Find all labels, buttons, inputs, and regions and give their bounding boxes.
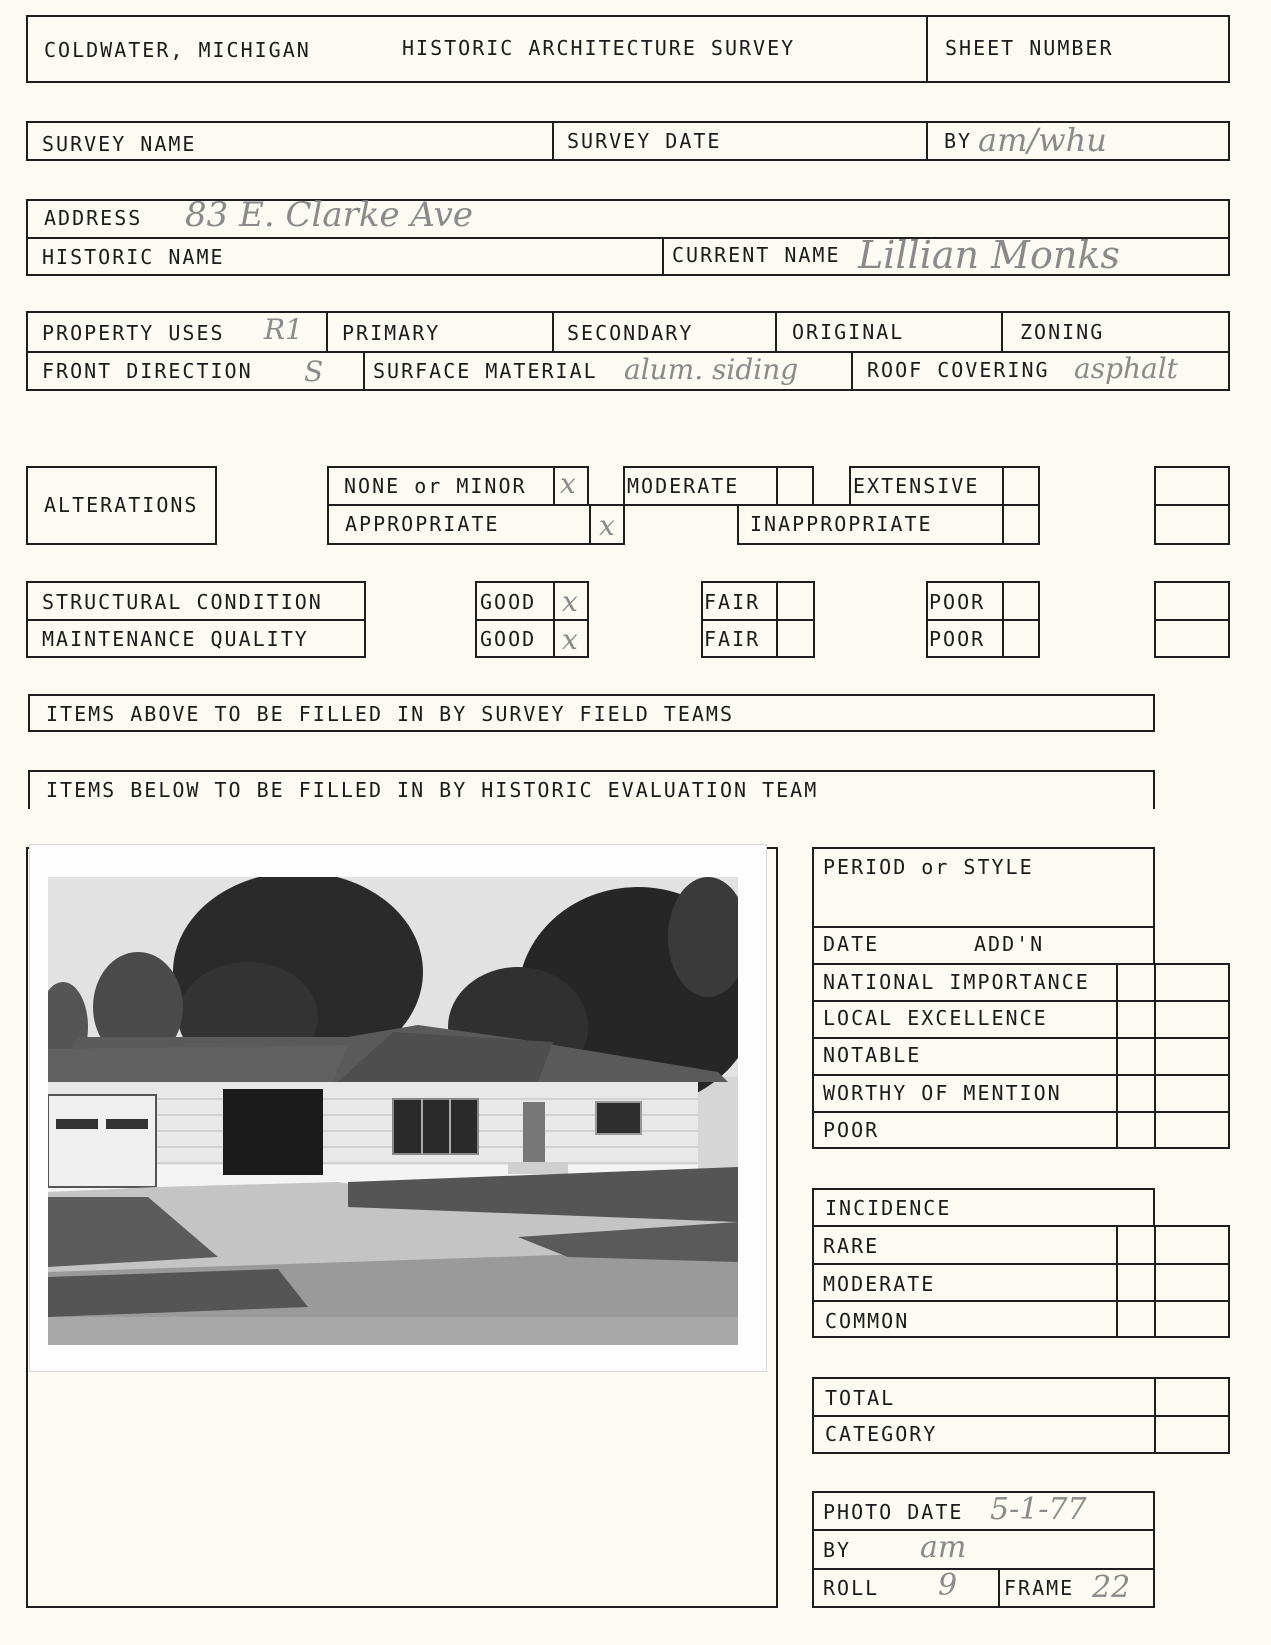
- photo-by-label: BY: [823, 1538, 852, 1562]
- survey-title: HISTORIC ARCHITECTURE SURVEY: [402, 36, 796, 60]
- structural-fair-label: FAIR: [704, 590, 761, 614]
- extensive-label: EXTENSIVE: [853, 474, 980, 498]
- house-photo-image: [48, 877, 738, 1345]
- moderate-incidence-label: MODERATE: [823, 1272, 936, 1296]
- property-uses-label: PROPERTY USES: [42, 321, 225, 345]
- secondary-label: SECONDARY: [567, 321, 694, 345]
- primary-label: PRIMARY: [342, 321, 441, 345]
- appropriate-mark: x: [599, 509, 615, 542]
- structural-good-label: GOOD: [480, 590, 537, 614]
- structural-condition-label: STRUCTURAL CONDITION: [42, 590, 323, 614]
- poor-rating-label: POOR: [823, 1118, 880, 1142]
- front-direction-label: FRONT DIRECTION: [42, 359, 253, 383]
- original-label: ORIGINAL: [792, 320, 905, 344]
- sheet-number-label: SHEET NUMBER: [945, 36, 1114, 60]
- frame-label: FRAME: [1004, 1576, 1075, 1600]
- field-teams-note: ITEMS ABOVE TO BE FILLED IN BY SURVEY FIELD TEAMS: [46, 702, 735, 726]
- rare-label: RARE: [823, 1234, 880, 1258]
- surveyor-value: am/whu: [978, 121, 1107, 159]
- maintenance-good-label: GOOD: [480, 627, 537, 651]
- photo-date-value: 5-1-77: [990, 1492, 1087, 1527]
- worthy-of-mention-label: WORTHY OF MENTION: [823, 1081, 1062, 1105]
- current-name-value: Lillian Monks: [858, 233, 1120, 277]
- surface-material-label: SURFACE MATERIAL: [373, 359, 598, 383]
- alterations-label: ALTERATIONS: [44, 493, 199, 517]
- incidence-label: INCIDENCE: [825, 1196, 952, 1220]
- zoning-label: ZONING: [1020, 320, 1105, 344]
- appropriate-label: APPROPRIATE: [345, 512, 500, 536]
- structural-good-mark: x: [562, 585, 578, 618]
- surveyor-label: BY: [944, 129, 973, 153]
- property-uses-value: R1: [264, 313, 303, 346]
- structural-poor-label: POOR: [929, 590, 986, 614]
- maintenance-good-mark: x: [562, 623, 578, 656]
- city-title: COLDWATER, MICHIGAN: [44, 38, 311, 62]
- maintenance-poor-label: POOR: [929, 627, 986, 651]
- address-label: ADDRESS: [44, 206, 143, 230]
- address-value: 83 E. Clarke Ave: [185, 195, 473, 235]
- moderate-label: MODERATE: [627, 474, 740, 498]
- period-style-label: PERIOD or STYLE: [823, 855, 1034, 879]
- photo-date-label: PHOTO DATE: [823, 1500, 964, 1524]
- current-name-label: CURRENT NAME: [672, 243, 841, 267]
- national-importance-label: NATIONAL IMPORTANCE: [823, 970, 1090, 994]
- frame-value: 22: [1092, 1570, 1131, 1605]
- evaluation-team-note: ITEMS BELOW TO BE FILLED IN BY HISTORIC EVALUATION TEAM: [46, 778, 819, 802]
- roof-covering-value: asphalt: [1074, 352, 1178, 385]
- total-label: TOTAL: [825, 1386, 896, 1410]
- maintenance-quality-label: MAINTENANCE QUALITY: [42, 627, 309, 651]
- inappropriate-label: INAPPROPRIATE: [750, 512, 933, 536]
- survey-name-label: SURVEY NAME: [42, 132, 197, 156]
- date-label: DATE: [823, 932, 880, 956]
- category-label: CATEGORY: [825, 1422, 938, 1446]
- common-label: COMMON: [825, 1309, 910, 1333]
- roof-covering-label: ROOF COVERING: [867, 358, 1050, 382]
- none-minor-mark: x: [560, 467, 576, 500]
- addn-label: ADD'N: [974, 932, 1045, 956]
- notable-label: NOTABLE: [823, 1043, 922, 1067]
- surface-material-value: alum. siding: [624, 353, 799, 386]
- roll-label: ROLL: [823, 1576, 880, 1600]
- survey-date-label: SURVEY DATE: [567, 129, 722, 153]
- maintenance-fair-label: FAIR: [704, 627, 761, 651]
- local-excellence-label: LOCAL EXCELLENCE: [823, 1006, 1048, 1030]
- none-minor-label: NONE or MINOR: [344, 474, 527, 498]
- roll-value: 9: [938, 1568, 958, 1603]
- house-photo: [30, 845, 766, 1371]
- front-direction-value: S: [304, 355, 324, 388]
- photo-by-value: am: [920, 1530, 967, 1565]
- historic-name-label: HISTORIC NAME: [42, 245, 225, 269]
